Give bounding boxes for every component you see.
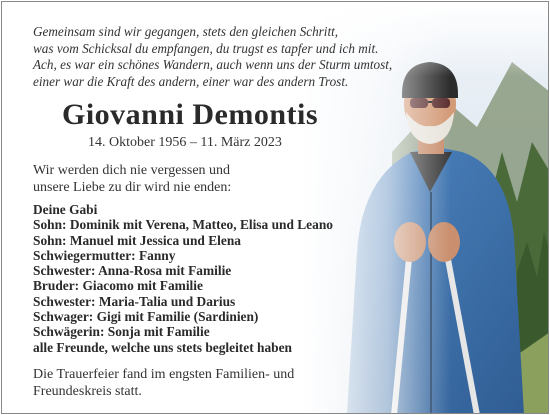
deceased-name: Giovanni Demontis (62, 98, 319, 131)
mourner-entry: Sohn: Manuel mit Jessica und Elena (33, 232, 241, 248)
intro-line: Wir werden dich nie vergessen und (33, 163, 231, 178)
poem-line: einer war die Kraft des andern, einer war des andern Trost. (33, 73, 349, 89)
intro-text (33, 162, 231, 196)
mourner-entry: alle Freunde, welche uns stets begleitet haben (33, 339, 292, 355)
funeral-note-line: Freundeskreis statt. (33, 384, 142, 399)
life-dates: 14. Oktober 1956 – 11. März 2023 (88, 135, 282, 150)
poem-line: Ach, es war ein schönes Wandern, auch wenn uns der Sturm umtost, (33, 57, 393, 73)
mourners-list (33, 202, 333, 355)
funeral-note-line: Die Trauerfeier fand im engsten Familien- und (33, 367, 295, 382)
intro-line: unsere Liebe zu dir wird nie enden: (33, 180, 232, 195)
poem-line: was vom Schicksal du empfangen, du trugst es tapfer und ich mit. (33, 40, 379, 56)
mourner-entry: Schwägerin: Sonja mit Familie (33, 324, 210, 340)
mourner-entry: Deine Gabi (33, 202, 98, 217)
obituary-notice (1, 1, 549, 414)
mourner-entry: Bruder: Giacomo mit Familie (33, 278, 203, 294)
poem-line: Gemeinsam sind wir gegangen, stets den gleichen Schritt, (33, 24, 339, 39)
funeral-note (33, 366, 294, 400)
mourner-entry: Schwager: Gigi mit Familie (Sardinien) (33, 309, 259, 325)
mourner-entry: Schwester: Anna-Rosa mit Familie (33, 263, 232, 279)
mourner-entry: Schwiegermutter: Fanny (33, 247, 176, 263)
mourner-entry: Sohn: Dominik mit Verena, Matteo, Elisa und Leano (33, 217, 333, 233)
mourner-entry: Schwester: Maria-Talia und Darius (33, 293, 236, 309)
poem (33, 24, 453, 90)
